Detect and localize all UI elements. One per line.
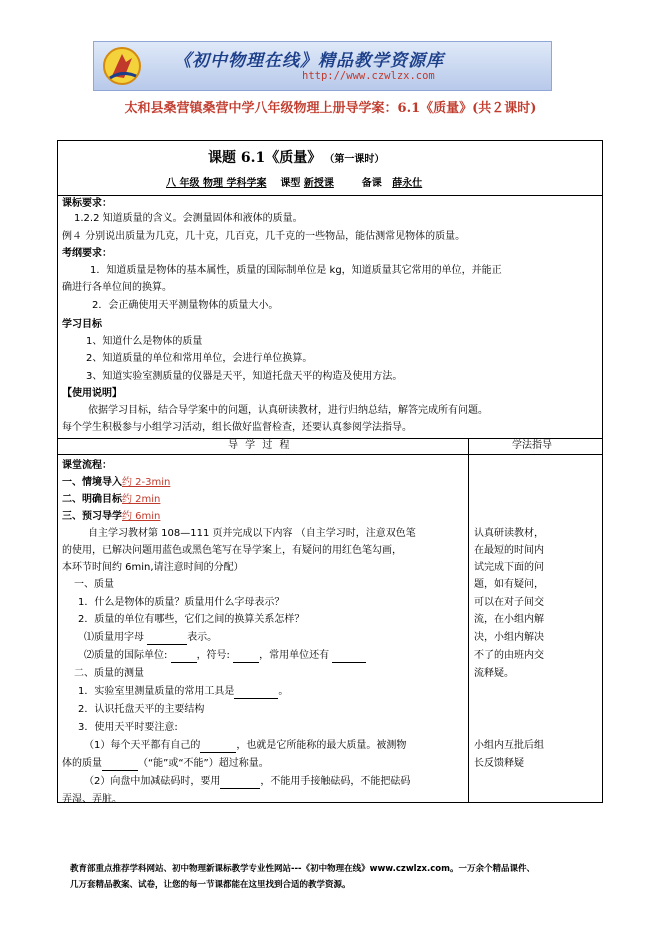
guidance-line: 认真研读教材， <box>474 528 544 539</box>
guidance-line: 试完成下面的问 <box>474 562 544 573</box>
divider <box>58 195 603 196</box>
step-time: 约 2-3min <box>122 477 171 488</box>
lesson-subtitle: （第一课时） <box>324 154 385 165</box>
process-intro: 自主学习教材第 108—111 页并完成以下内容 （自主学习时，注意双色笔 <box>88 528 416 539</box>
process-step-3: 三、预习导学约 6min <box>62 511 161 522</box>
process-intro: 的使用，已解决问题用蓝色或黑色笔写在导学案上，有疑问的用红色笔勾画， <box>62 545 402 556</box>
meta-type: 新授课 <box>303 178 334 189</box>
divider <box>58 454 603 455</box>
column-divider <box>468 438 469 803</box>
answer-blank[interactable] <box>233 662 259 663</box>
goals-heading: 学习目标 <box>62 319 102 330</box>
guidance-line: 长反馈释疑 <box>474 758 524 769</box>
answer-blank[interactable] <box>332 662 366 663</box>
meta-grade-subject: 八 年级 物理 学科学案 <box>166 178 267 189</box>
lesson-table <box>57 140 603 803</box>
question-2a: ⑴质量用字母 表示。 <box>84 632 218 643</box>
answer-blank[interactable] <box>200 752 236 753</box>
note-2b: 弄湿、弄脏。 <box>62 794 122 805</box>
answer-blank[interactable] <box>147 644 187 645</box>
guidance-line: 决，小组内解决 <box>474 632 544 643</box>
lesson-title: 课题 6.1《质量》 <box>208 150 322 166</box>
guidance-line: 流，在小组内解 <box>474 614 544 625</box>
answer-blank[interactable] <box>102 770 138 771</box>
exam-line: 确进行各单位间的换算。 <box>62 282 172 293</box>
guidance-line: 不了的由班内交 <box>474 650 544 661</box>
goal-item: 2、知道质量的单位和常用单位，会进行单位换算。 <box>86 353 313 364</box>
usage-line: 依据学习目标，结合导学案中的问题，认真研读教材，进行归纳总结，解答完成所有问题。 <box>88 405 488 416</box>
usage-line: 每个学生积极参与小组学习活动，组长做好监督检查，还要认真参阅学法指导。 <box>62 422 412 433</box>
guidance-line: 流释疑。 <box>474 668 514 679</box>
curriculum-heading: 课标要求： <box>62 198 112 209</box>
note-1b: 体的质量 （“能”或“不能”）超过称量。 <box>62 758 269 769</box>
exam-line: 1．知道质量是物体的基本属性，质量的国际制单位是 kg，知道质量其它常用的单位，并能正 <box>90 265 502 276</box>
guidance-line: 题，如有疑问， <box>474 579 544 590</box>
footer-line: 教育部重点推荐学科网站、初中物理新课标教学专业性网站---《初中物理在线》www.czwlzx.com。一万余个精品课件、 <box>70 864 535 874</box>
lesson-meta <box>166 177 422 191</box>
guidance-line: 小组内互批后组 <box>474 740 544 751</box>
meta-type-label: 课型 <box>280 178 301 189</box>
process-step-2: 二、明确目标约 2min <box>62 494 161 505</box>
question: 1．什么是物体的质量？质量用什么字母表示？ <box>78 597 285 608</box>
process-intro: 本环节时间约 6min,请注意时间的分配） <box>62 562 244 573</box>
column-header-guidance: 学法指导 <box>512 440 552 451</box>
measure-item-1: 1．实验室里测量质量的常用工具是 。 <box>78 686 289 697</box>
meta-prep: 薛永仕 <box>392 178 423 189</box>
question: 2．质量的单位有哪些，它们之间的换算关系怎样？ <box>78 614 305 625</box>
question-2b: ⑵质量的国际单位: ，符号: ，常用单位还有 <box>84 649 366 663</box>
guidance-line: 在最短的时间内 <box>474 545 544 556</box>
step-time: 约 2min <box>122 494 161 505</box>
measure-item-2: 2．认识托盘天平的主要结构 <box>78 704 205 715</box>
exam-line: 2．会正确使用天平测量物体的质量大小。 <box>92 300 279 311</box>
site-logo-icon <box>102 46 142 86</box>
curriculum-line: 1.2.2 知道质量的含义。会测量固体和液体的质量。 <box>74 213 303 224</box>
footer-line: 几万套精品教案、试卷，让您的每一节课都能在这里找到合适的教学资源。 <box>70 880 351 890</box>
process-step-1: 一、情境导入约 2-3min <box>62 477 171 488</box>
note-2: （2）向盘中加减砝码时，要用 ，不能用手接触砝码，不能把砝码 <box>84 776 411 787</box>
document-title: 太和县桑营镇桑营中学八年级物理上册导学案：6.1《质量》(共２课时) <box>124 101 537 116</box>
column-header-process: 导 学 过 程 <box>228 440 292 451</box>
measure-item-3: 3．使用天平时要注意: <box>78 722 178 733</box>
banner-url[interactable]: http://www.czwlzx.com <box>302 70 435 82</box>
answer-blank[interactable] <box>171 662 197 663</box>
curriculum-line: 例４ 分别说出质量为几克，几十克，几百克，几千克的一些物品，能估测常见物体的质量。 <box>62 231 466 242</box>
section-heading: 二、质量的测量 <box>74 668 144 679</box>
process-heading: 课堂流程： <box>62 460 112 471</box>
note-1: （1）每个天平都有自己的 ，也就是它所能称的最大质量。被测物 <box>84 740 407 751</box>
goal-item: 1、知道什么是物体的质量 <box>86 336 203 347</box>
meta-prep-label: 备课 <box>361 178 382 189</box>
answer-blank[interactable] <box>220 788 260 789</box>
exam-heading: 考纲要求： <box>62 248 112 259</box>
usage-heading: 【使用说明】 <box>62 388 122 399</box>
answer-blank[interactable] <box>234 698 278 699</box>
site-banner <box>93 41 552 91</box>
guidance-line: 可以在对子间交 <box>474 597 544 608</box>
step-time: 约 6min <box>122 511 161 522</box>
lesson-heading <box>208 151 384 167</box>
section-heading: 一、质量 <box>74 579 114 590</box>
goal-item: 3、知道实验室测质量的仪器是天平，知道托盘天平的构造及使用方法。 <box>86 371 403 382</box>
banner-title: 《初中物理在线》精品教学资源库 <box>174 51 444 71</box>
